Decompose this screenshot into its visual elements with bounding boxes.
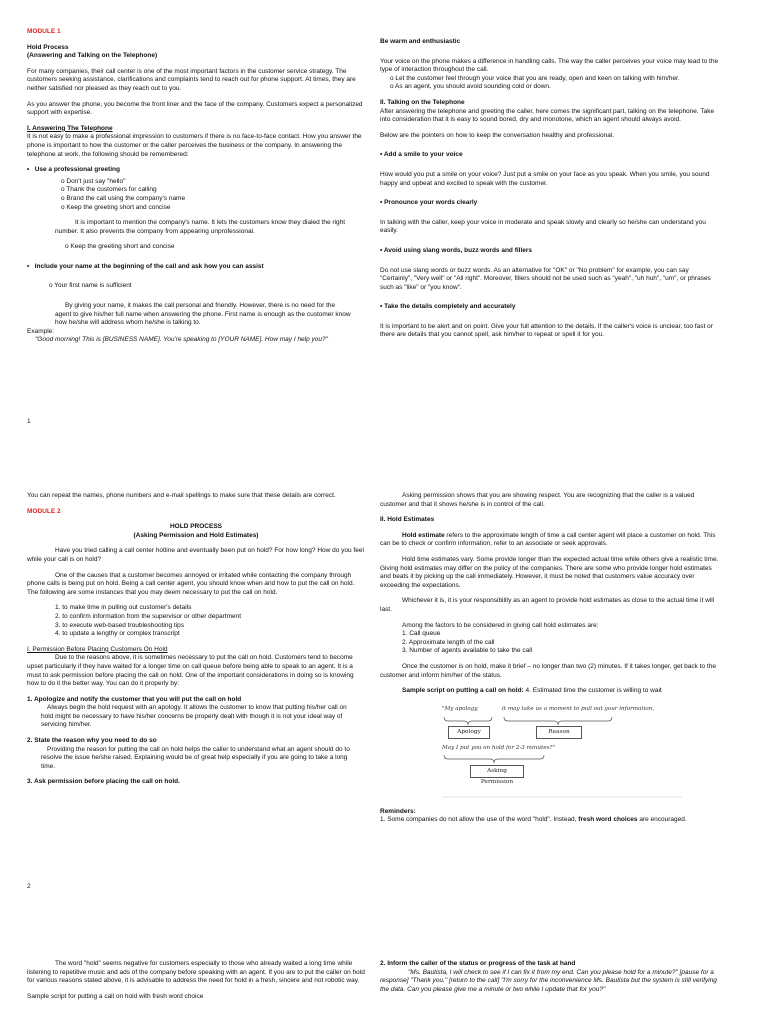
page-number-1: 1 — [27, 418, 31, 425]
list-item: 2. Approximate length of the call — [402, 638, 495, 646]
module-1-label: MODULE 1 — [27, 28, 61, 35]
example-quote: "Good morning! This is [BUSINESS NAME]. You're speaking to [YOUR NAME]. How may I help you?" — [35, 336, 328, 344]
factors-intro: Among the factors to be considered in giving call hold estimates are: — [402, 621, 599, 629]
bullet-include-name: • Include your name at the beginning of the call and ask how you can assist — [27, 262, 264, 270]
page3-left-column — [27, 960, 365, 1001]
page1-right-column — [380, 38, 720, 340]
list-item: 2. to confirm information from the supervisor or other department — [55, 612, 242, 620]
module-2-title: HOLD PROCESS — [169, 523, 222, 531]
step-2-text: Providing the reason for putting the call on hold helps the caller to understand what an agent should do to resolve the issue he/she raised. Explaining would be of great help especially if you are going to take a long time. — [41, 745, 350, 770]
diagram-box-apology: Apology — [448, 726, 490, 739]
smile-title: • Add a smile to your voice — [380, 151, 463, 159]
inform-quote: "Ms. Bautista, I will check to see if I can fix it from my end. Can you please hold for a minute?" [pause for a response] "Thank you." [return to the call] "I'm sorry for the inconvenience Ms. Bautista but the system is still verifying the data. Can you please give me a minute or two while I update that for you?" — [380, 968, 717, 993]
asking-paragraph: Asking permission shows that you are showing respect. You are recognizing that the caller is a valued customer and that it shows he/she is in control of the call. — [380, 492, 695, 508]
reminder-1: 1. Some companies do not allow the use of the word "hold". Instead, fresh word choices are encouraged. — [380, 816, 687, 824]
whichever-paragraph: Whichever it is, it is your responsibility as an agent to provide hold estimates as close to the actual time it will last. — [380, 597, 715, 613]
warm-item-1: o Let the customer feel through your voice that you are ready, open and keen on talking with him/her. — [390, 74, 680, 82]
greeting-list — [27, 178, 365, 212]
brief-paragraph: Once the customer is on hold, make it brief – no longer than two (2) minutes. If it takes longer, get back to the customer and inform him/her of the status. — [380, 662, 716, 679]
reminders-title: Reminders: — [380, 807, 416, 815]
page1-left-column — [27, 28, 365, 345]
step-3-title: 3. Ask permission before placing the call on hold. — [27, 778, 180, 786]
question-paragraph: Have you tried calling a call center hotline and eventually been put on hold? For how long? How do you feel while your call is on hold? — [27, 547, 364, 563]
module-2-subtitle: (Asking Permission and Hold Estimates) — [133, 531, 259, 539]
brand-paragraph: It is important to mention the company's name. It lets the customers know they dialed the right number. It also prevents the company from appearing unprofessional. — [55, 219, 346, 235]
list-item: o Don't just say "hello" — [61, 177, 126, 185]
hold-estimate-definition: Hold estimate refers to the approximate length of time a call center agent will place a customer on hold. This can be to check or confirm information, refer to an associate or seek approvals. — [380, 531, 716, 548]
list-item: o Thank the customers for calling — [61, 186, 157, 194]
warm-paragraph: Your voice on the phone makes a difference in handling calls. The way the caller perceives your voice may lead to the type of interaction throughout the call. — [380, 57, 719, 74]
list-item: 3. Number of agents available to take the call — [402, 647, 533, 655]
list-item: o Keep the greeting short and concise — [61, 203, 171, 211]
causes-paragraph: One of the causes that a customer becomes annoyed or irritated while contacting the company through phone calls is being put on hold. Being a call center agent, you should know when and how to put the call on hold. The following are some instances that you may deem necessary to put the call on hold. — [27, 571, 355, 596]
page3-right-column — [380, 960, 720, 994]
example-label: Example: — [27, 327, 55, 335]
permission-title: I. Permission Before Placing Customers On Hold — [27, 645, 168, 653]
instances-list — [27, 604, 365, 638]
permission-paragraph: Due to the reasons above, it is sometimes necessary to put the call on hold. Customers tend to become upset particularly if they have waited for a longer time on call queue before being able to speak to an agent. It is a must to ask permission before placing the call on hold. One of the important considerations in doing so is knowing how to do it the better way. You can do it properly by: — [27, 654, 354, 688]
diagram-box-reason: Reason — [536, 726, 582, 739]
vary-paragraph: Hold time estimates vary. Some provide longer than the expected actual time while others give a realistic time. Giving hold estimates may differ on the policy of the companies. There are some who provide longer hold estimates and beats it by picking up the call immediately. However, it must be noted that customers value accuracy over exceeding the expectations. — [380, 555, 719, 589]
intro-paragraph-1: For many companies, their call center is one of the most important factors in the customer service strategy. The customers seeking assistance, clarifications and complaints tend to reach out for phone support. At times, they are neither satisfied nor pleased as they reach out to you. — [27, 67, 356, 92]
keep-short-item: o Keep the greeting short and concise — [65, 243, 175, 251]
diagram-quote-apology: "My apology, — [442, 705, 479, 712]
page-number-2: 2 — [27, 883, 31, 890]
pointers-text: Below are the pointers on how to keep the conversation healthy and professional. — [380, 131, 615, 139]
section-answering-title: I. Answering The Telephone — [27, 124, 113, 132]
smile-text: How would you put a smile on your voice? Just put a smile on your face as you speak. When you smile, you sound happy and upbeat and excited to speak with the customer. — [380, 170, 710, 187]
bullet-professional-greeting: • Use a professional greeting — [27, 166, 120, 174]
details-title: • Take the details completely and accurately — [380, 303, 516, 311]
step-1-text: Always begin the hold request with an apology. It allows the customer to know that putting his/her call on hold might be necessary to have his/her concerns be properly dealt with though it is not your ideal way of servicing him/her. — [41, 704, 347, 729]
module-1-title: Hold Process — [27, 43, 69, 51]
diagram-box-asking-permission: Asking Permission — [470, 765, 524, 778]
list-item: 3. to execute web-based troubleshooting tips — [55, 621, 185, 629]
section-answering-text: It is not easy to make a professional impression to customers if there is no face-to-face contact. How you answer the phone is important to how the customer or the caller perceives the business or the company. In answering the telephone at work, the following should be remembered: — [27, 133, 362, 158]
module-2-label: MODULE 2 — [27, 507, 61, 515]
list-item: o Brand the call using the company's name — [61, 194, 186, 202]
factors-list — [380, 630, 720, 656]
first-name-item: o Your first name is sufficient — [49, 282, 132, 290]
hold-word-paragraph: The word "hold" seems negative for customers especially to those who already waited a long time while listening to repetitive music and ads of the company before speaking with an agent. If you are to put the caller on hold for various reasons stated above, it is advisable to address the need for hold in a fresh, sincere and not robotic way. — [27, 960, 365, 985]
warm-title: Be warm and enthusiastic — [380, 38, 461, 45]
section-talking-title: II. Talking on the Telephone — [380, 98, 465, 106]
page2-left-column — [27, 492, 365, 787]
warm-item-2: o As an agent, you should avoid sounding cold or down. — [390, 83, 551, 91]
diagram-quote-reason: it may take us a moment to pull out your information, — [502, 705, 655, 712]
step-2-title: 2. State the reason why you need to do so — [27, 737, 157, 745]
page2-right-column — [380, 492, 720, 825]
hold-script-diagram — [442, 701, 682, 801]
hold-estimates-title: II. Hold Estimates — [380, 516, 435, 524]
name-paragraph: By giving your name, it makes the call personal and friendly. However, there is no need for the agent to give his/her full name when answering the phone. First name is enough as the customer know how he/she will address whom he/she is talking to. — [55, 302, 351, 327]
sample-script-line: Sample script on putting a call on hold: 4. Estimated time the customer is willing to wait — [402, 687, 662, 695]
sample-script-fresh: Sample script for putting a call on hold with fresh word choice — [27, 992, 204, 1000]
list-item: 4. to update a lengthy or complex transcript — [55, 630, 180, 638]
section-talking-text: After answering the telephone and greeting the caller, here comes the significant part, talking on the telephone. Take into consideration that it is easy to sound bored, dry and monotone, which an agent should always avoid. — [380, 107, 715, 124]
inform-title: 2. Inform the caller of the status or progress of the task at hand — [380, 960, 576, 967]
pronounce-text: In talking with the caller, keep your voice in moderate and speak slowly and clearly so he/she can understand you easily. — [380, 218, 706, 235]
step-1-title: 1. Apologize and notify the customer that you will put the call on hold — [27, 695, 242, 703]
slang-title: • Avoid using slang words, buzz words and fillers — [380, 246, 533, 254]
intro-paragraph-2: As you answer the phone, you become the front liner and the face of the company. Customers expect a personalized support with expertise. — [27, 100, 363, 117]
pronounce-title: • Pronounce your words clearly — [380, 199, 478, 207]
diagram-quote-permission: May I put you on hold for 2-3 minutes?" — [442, 744, 555, 751]
module-1-subtitle: (Answering and Talking on the Telephone) — [27, 52, 158, 60]
slang-text: Do not use slang words or buzz words. As an alternative for "OK" or "No problem" for example, you can say "Certainly", "Very well" or "All right". Moreover, fillers should not be used such as "yeah", "uh huh", "um", or phrases such as "like" or "you know". — [380, 266, 711, 291]
details-text: It is important to be alert and on point. Give your full attention to the details. If the caller's voice is unclear, too fast or there are details that you cannot spell, ask him/her to repeat or spell it for you. — [380, 322, 713, 339]
list-item: 1. to make time in pulling out customer's details — [55, 604, 192, 612]
repeat-text: You can repeat the names, phone numbers and e-mail spellings to make sure that these details are correct. — [27, 492, 336, 499]
list-item: 1. Call queue — [402, 630, 441, 638]
